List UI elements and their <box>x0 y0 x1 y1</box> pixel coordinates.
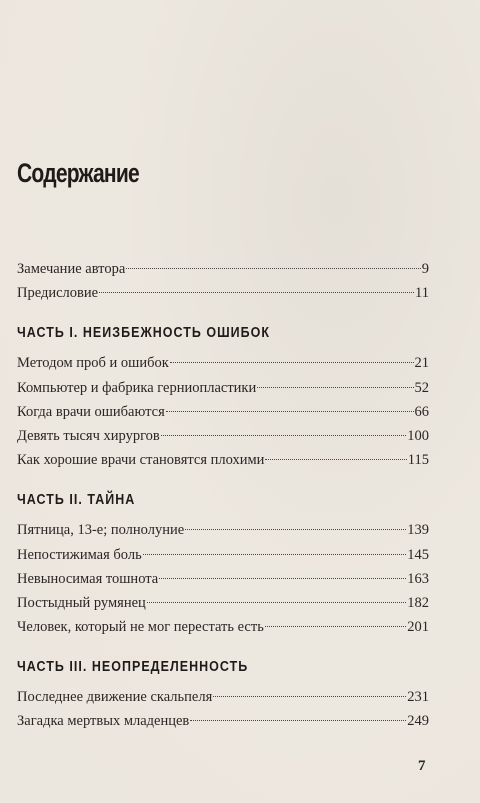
toc-entry <box>17 709 429 733</box>
toc-entry-label: Невыносимая тошнота <box>17 570 159 587</box>
dot-leader <box>185 529 406 530</box>
toc-entry-page: 182 <box>407 594 429 611</box>
toc-entry-label: Последнее движение скальпеля <box>17 689 213 706</box>
toc-entry-page: 231 <box>407 689 429 706</box>
toc-entry-label: Постыдный румянец <box>17 594 146 611</box>
toc-entry-page: 145 <box>407 546 429 563</box>
dot-leader <box>99 292 414 293</box>
part-heading: ЧАСТЬ II. ТАЙНА <box>17 492 136 509</box>
toc-entry-label: Компьютер и фабрика герниопластики <box>17 379 257 396</box>
toc-entry-label: Человек, который не мог перестать есть <box>17 619 264 636</box>
toc-entry-page: 201 <box>407 619 429 636</box>
toc-entry <box>17 685 429 709</box>
toc-entry-page: 11 <box>415 285 429 302</box>
dot-leader <box>265 459 406 460</box>
table-of-contents <box>17 257 429 734</box>
toc-entry-label: Предисловие <box>17 285 99 302</box>
part-heading: ЧАСТЬ III. НЕОПРЕДЕЛЕННОСТЬ <box>17 659 249 676</box>
toc-entry <box>17 351 429 375</box>
dot-leader <box>265 626 406 627</box>
toc-entry-label: Загадка мертвых младенцев <box>17 713 190 730</box>
dot-leader <box>190 720 406 721</box>
toc-entry-label: Как хорошие врачи становятся плохими <box>17 452 265 469</box>
toc-entry-label: Непостижимая боль <box>17 546 142 563</box>
toc-entry <box>17 591 429 615</box>
dot-leader <box>143 554 407 555</box>
dot-leader <box>213 696 406 697</box>
dot-leader <box>257 387 413 388</box>
toc-entry-page: 66 <box>414 403 429 420</box>
dot-leader <box>170 362 414 363</box>
toc-entry-page: 9 <box>421 261 429 277</box>
toc-entry-label: Когда врачи ошибаются <box>17 403 165 420</box>
toc-entry-label: Пятница, 13-е; полнолуние <box>17 522 185 539</box>
dot-leader <box>126 268 420 269</box>
toc-entry-page: 52 <box>414 379 429 396</box>
dot-leader <box>161 435 406 436</box>
toc-entry <box>17 448 429 472</box>
part-heading: ЧАСТЬ I. НЕИЗБЕЖНОСТЬ ОШИБОК <box>17 325 271 342</box>
toc-entry <box>17 615 429 639</box>
dot-leader <box>147 602 406 603</box>
dot-leader <box>159 578 406 579</box>
page-number: 7 <box>418 758 426 774</box>
toc-entry-label: Девять тысяч хирургов <box>17 427 160 444</box>
toc-entry-page: 21 <box>414 355 429 372</box>
toc-entry-label: Замечание автора <box>17 261 126 277</box>
toc-entry-page: 115 <box>407 452 429 469</box>
toc-entry-page: 249 <box>407 713 429 730</box>
toc-entry <box>17 543 429 567</box>
dot-leader <box>166 411 414 412</box>
toc-entry <box>17 518 429 542</box>
toc-entry <box>17 424 429 448</box>
toc-entry <box>17 257 429 281</box>
toc-entry-label: Методом проб и ошибок <box>17 355 169 372</box>
toc-entry-page: 100 <box>407 427 429 444</box>
toc-entry <box>17 567 429 591</box>
toc-entry <box>17 376 429 400</box>
toc-entry <box>17 281 429 305</box>
toc-entry-page: 163 <box>407 570 429 587</box>
page-title: Содержание <box>17 158 139 188</box>
toc-entry <box>17 400 429 424</box>
toc-entry-page: 139 <box>407 522 429 539</box>
